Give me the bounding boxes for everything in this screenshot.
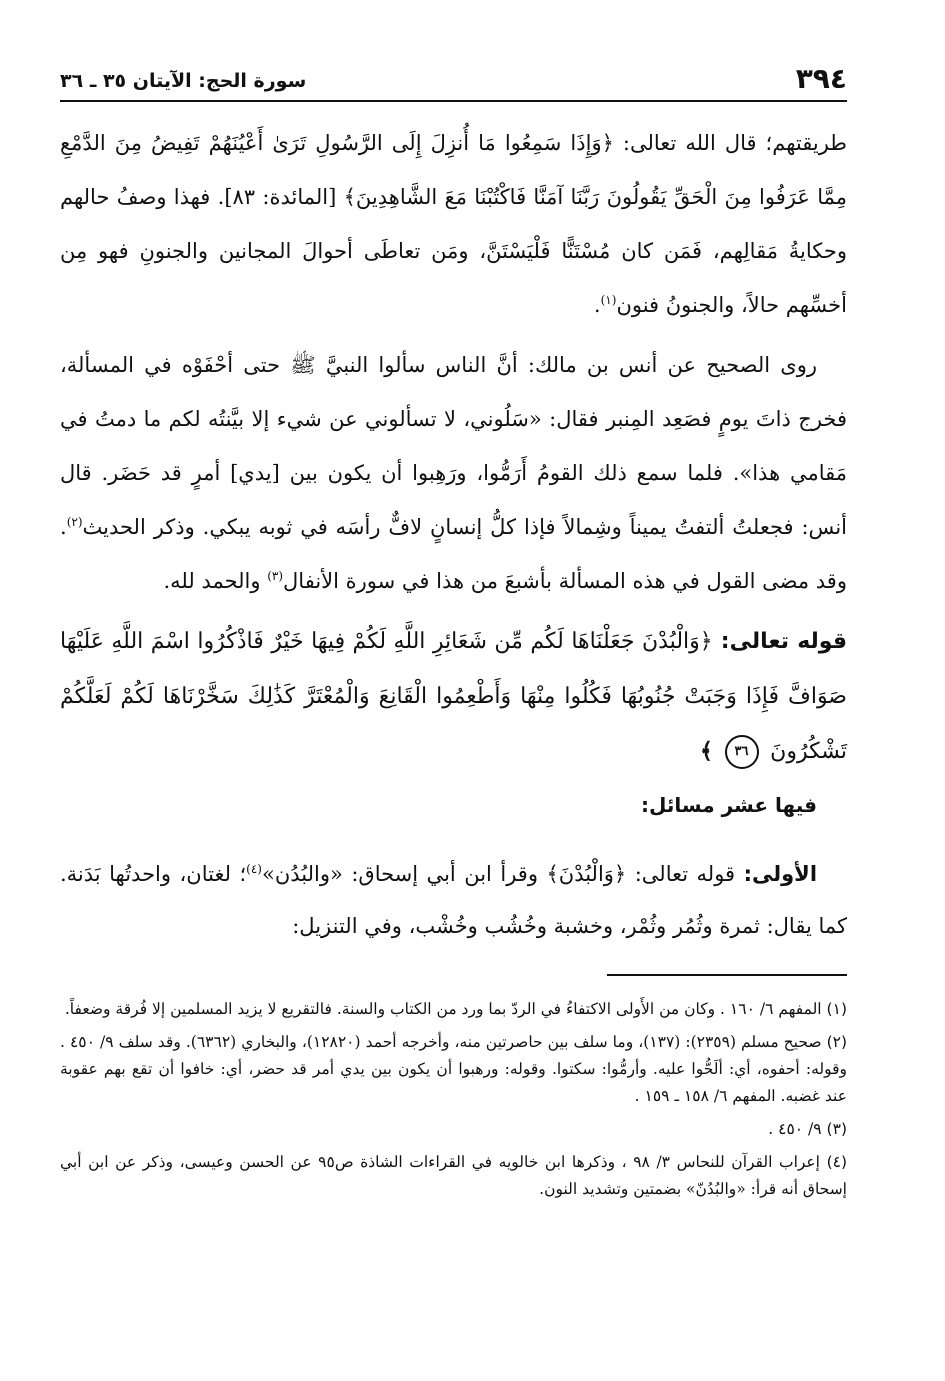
footnote-number: (٤) bbox=[826, 1153, 848, 1171]
verse-label: قوله تعالى: bbox=[720, 629, 847, 654]
verse-text: ﴿وَالْبُدْنَ جَعَلْنَاهَا لَكُم مِّن شَعَائِرِ اللَّهِ لَكُمْ فِيهَا خَيْرٌ فَاذْكُرُوا اسْمَ اللَّهِ عَلَيْهَا صَوَافَّ فَإِذَا وَجَبَتْ جُنُوبُهَا فَكُلُوا مِنْهَا وَأَطْعِمُوا الْقَانِعَ وَالْمُعْتَرَّ كَذَٰلِكَ سَخَّرْنَاهَا لَكُمْ لَعَلَّكُمْ تَشْكُرُونَ bbox=[60, 629, 847, 764]
footnote-ref-4: (٤) bbox=[246, 862, 262, 876]
footnote-ref-1: (١) bbox=[600, 293, 617, 307]
footnote-text: إعراب القرآن للنحاس ٣/ ٩٨ ، وذكرها ابن خالويه في القراءات الشاذة ص٩٥ عن الحسن وعيسى، وذكر عن ابن أبي إسحاق أنه قرأ: «والبُدُنّ» بضمتين وتشديد النون. bbox=[60, 1153, 847, 1198]
verse-block bbox=[60, 614, 847, 779]
footnote-ref-3: (٣) bbox=[267, 569, 284, 583]
book-page bbox=[60, 58, 847, 1209]
footnote-number: (١) bbox=[826, 1000, 847, 1018]
footnote-text: المفهم ٦/ ١٦٠ . وكان من الأَولى الاكتفاءُ في الردّ بما ورد من الكتاب والسنة. فالتقريع لا يزيد المسلمين إلا فُرقة وضعفاً. bbox=[64, 1000, 822, 1018]
footnote-divider bbox=[607, 974, 847, 976]
first-issue-lead: الأولى: bbox=[743, 862, 818, 886]
paragraph-2-text-b: . وقد مضى القول في هذه المسألة بأشبعَ من هذا في سورة الأنفال bbox=[60, 515, 847, 593]
footnote-text: ٩/ ٤٥٠ . bbox=[768, 1120, 822, 1138]
page-number: ٣٩٤ bbox=[795, 62, 847, 95]
first-issue-text-a: قوله تعالى: ﴿وَالْبُدْنَ﴾ وقرأ ابن أبي إسحاق: «والبُدُن» bbox=[261, 862, 744, 886]
footnote-2 bbox=[60, 1029, 847, 1110]
footnotes bbox=[60, 996, 847, 1203]
page-header bbox=[60, 58, 847, 102]
paragraph-2-text-c: والحمد لله. bbox=[163, 569, 268, 593]
section-heading: فيها عشر مسائل: bbox=[641, 793, 817, 817]
main-text bbox=[60, 116, 847, 608]
paragraph-1-end: . bbox=[593, 293, 601, 317]
paragraph-2 bbox=[60, 338, 847, 608]
footnote-3 bbox=[60, 1116, 847, 1143]
footnote-number: (٢) bbox=[826, 1033, 848, 1051]
verse-close-bracket: ﴾ bbox=[699, 738, 713, 764]
footnote-number: (٣) bbox=[826, 1120, 847, 1138]
paragraph-1-text: طريقتهم؛ قال الله تعالى: ﴿وَإِذَا سَمِعُوا مَا أُنزِلَ إِلَى الرَّسُولِ تَرَىٰ أَعْيُنَهُمْ تَفِيضُ مِنَ الدَّمْعِ مِمَّا عَرَفُوا مِنَ الْحَقِّ يَقُولُونَ رَبَّنَا آمَنَّا فَاكْتُبْنَا مَعَ الشَّاهِدِينَ﴾ [المائدة: ٨٣]. فهذا وصفُ حالهم وحكايةُ مَقالِهم، فَمَن كان مُسْتَنًّا فَلْيَسْتَنَّ، ومَن تعاطَى أحوالَ المجانين والجنونِ فهو مِن أخسِّهم حالاً، والجنونُ فنون bbox=[60, 131, 847, 317]
paragraph-2-text-a: روى الصحيح عن أنس بن مالك: أنَّ الناس سألوا النبيَّ ﷺ حتى أحْفَوْه في المسألة، فخرج ذاتَ يومٍ فصَعِد المِنبر فقال: «سَلُوني، لا تسألوني عن شيء إلا بيَّنتُه لكم ما دمتُ في مَقامي هذا». فلما سمع ذلك القومُ أَرَمُّوا، ورَهِبوا أن يكون بين [يدي] أمرٍ قد حَضَر. قال أنس: فجعلتُ ألتفتُ يميناً وشِمالاً فإذا كلُّ إنسانٍ لافٌّ رأسَه في ثوبه يبكي. وذكر الحديث bbox=[60, 353, 847, 539]
footnote-text: صحيح مسلم (٢٣٥٩): (١٣٧)، وما سلف بين حاصرتين منه، وأخرجه أحمد (١٢٨٢٠)، والبخاري (٦٣٦٢). وقد سلف ٩/ ٤٥٠ . وقوله: أحفوه، أي: ألَحُّوا عليه. وأرمُّوا: سكتوا. وقوله: ورهبوا أن يكون بين يدي أمر قد حضر، أي: خافوا أن تقع بهم عقوبة عند غضبه. المفهم ٦/ ١٥٨ ـ ١٥٩ . bbox=[60, 1033, 847, 1105]
ayah-number-mark: ٣٦ bbox=[725, 735, 759, 769]
first-issue-paragraph bbox=[60, 848, 847, 952]
paragraph-1 bbox=[60, 116, 847, 332]
footnote-ref-2: (٢) bbox=[66, 515, 83, 529]
footnote-4 bbox=[60, 1149, 847, 1203]
first-issue-text-b: ؛ لغتان، واحدتُها بَدَنة. كما يقال: ثمرة وثُمُر وثُمْر، وخشبة وخُشُب وخُشْب، وفي التنزيل: bbox=[60, 862, 847, 938]
footnote-1 bbox=[60, 996, 847, 1023]
running-title: سورة الحج: الآيتان ٣٥ ـ ٣٦ bbox=[60, 70, 307, 92]
